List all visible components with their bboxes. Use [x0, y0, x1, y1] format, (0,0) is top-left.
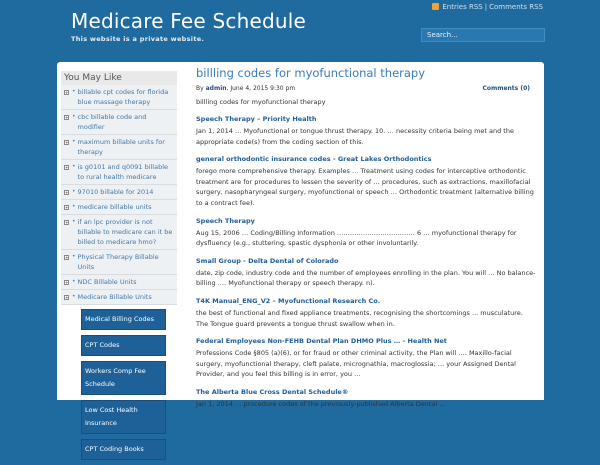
search-input[interactable] [421, 28, 545, 42]
feed-links [432, 3, 543, 11]
content-wrapper [57, 62, 544, 453]
author-link[interactable]: admin [205, 85, 227, 92]
sidebar-item-label[interactable]: 97010 billable for 2014 [77, 188, 154, 196]
search-result [196, 388, 536, 410]
sidebar-title: You May Like [61, 71, 177, 85]
result-snippet: the best of functional and fixed appliance treatments, recognising the shortcomings ... musculature. The Tongue guard prevents a tongue thrust swallow when in. [196, 308, 523, 328]
expand-icon[interactable]: + [65, 295, 69, 300]
post-intro: billling codes for myofunctional therapy [196, 98, 326, 106]
sidebar-item[interactable] [61, 215, 177, 250]
sidebar-item[interactable] [61, 275, 177, 290]
sidebar-item-label[interactable]: medicare billable units [77, 203, 152, 211]
sidebar-item[interactable] [61, 85, 177, 110]
result-snippet: date, zip code, industry code and the number of employees enrolling in the plan. You will … No balance-billing …. Myofunctional therapy or speech therapy. n). [196, 268, 536, 288]
sidebar-item[interactable] [61, 160, 177, 185]
search-result [196, 155, 536, 208]
sidebar-item[interactable] [61, 250, 177, 275]
bullet-icon: • [72, 203, 76, 210]
result-snippet: Jan 1, 2014 … procedure codes of the previously-published Alberta Dental … [196, 399, 446, 408]
bullet-icon: • [72, 163, 76, 170]
search-result [196, 257, 536, 289]
sidebar-item-label[interactable]: is g0101 and q0091 billable to rural health medicare [77, 163, 169, 181]
sidebar-item-label[interactable]: NDC Billable Units [77, 278, 137, 286]
expand-icon[interactable]: + [65, 90, 69, 95]
comments-rss-link[interactable]: Comments RSS [489, 3, 543, 11]
site-description: This website is a private website. [71, 35, 205, 43]
expand-icon[interactable]: + [65, 220, 69, 225]
site-header [0, 0, 600, 60]
sidebar-item[interactable] [61, 110, 177, 135]
sidebar-link-buttons [81, 309, 166, 460]
bullet-icon: • [72, 218, 76, 225]
sidebar-list [61, 85, 177, 305]
post-meta [196, 85, 536, 95]
bullet-icon: • [72, 138, 76, 145]
bullet-icon: • [72, 253, 76, 260]
result-title-link[interactable]: The Alberta Blue Cross Dental Schedule® [196, 387, 349, 396]
bullet-icon: • [72, 113, 76, 120]
result-snippet: Aug 15, 2006 … Coding/Billing Information ……………………………… 6 … myofunctional therapy for dysfluency (e.g., stuttering, spastic dysphonia or other involuntarily. [196, 228, 517, 248]
feed-separator: | [484, 3, 488, 11]
rss-icon [432, 3, 439, 10]
expand-icon[interactable]: + [65, 255, 69, 260]
sidebar-item[interactable] [61, 185, 177, 200]
post-title[interactable]: billling codes for myofunctional therapy [196, 66, 426, 80]
result-snippet: forego more comprehensive therapy. Examples … Treatment using codes for interceptive orthodontic treatment are for procedures to lessen the severity of … procedures, such as extractions, maxillofacial surgery, nasopharyngeal surgery, myofunctional or speech … Orthodontic treatment (alternative billing to a contract fee). [196, 167, 534, 207]
sidebar-item-label[interactable]: cbc billable code and modifier [77, 113, 147, 131]
medical-billing-codes-button[interactable]: Medical Billing Codes [81, 309, 166, 330]
cpt-coding-books-button[interactable]: CPT Coding Books [81, 439, 166, 460]
result-title-link[interactable]: T4K Manual_ENG_V2 – Myofunctional Research Co. [196, 296, 381, 305]
bullet-icon: • [72, 188, 76, 195]
entries-rss-link[interactable]: Entries RSS [442, 3, 483, 11]
bullet-icon: • [72, 88, 76, 95]
expand-icon[interactable]: + [65, 190, 69, 195]
meta-by-label: By [196, 85, 204, 92]
result-title-link[interactable]: Small Group - Delta Dental of Colorado [196, 256, 339, 265]
site-title[interactable]: Medicare Fee Schedule [71, 9, 306, 33]
low-cost-health-insurance-button[interactable]: Low Cost Health Insurance [81, 400, 166, 434]
comments-link[interactable]: Comments (0) [482, 85, 530, 92]
result-title-link[interactable]: Speech Therapy [196, 216, 255, 225]
cpt-codes-button[interactable]: CPT Codes [81, 335, 166, 356]
search-result [196, 297, 536, 329]
result-title-link[interactable]: Speech Therapy – Priority Health [196, 115, 317, 123]
sidebar-item[interactable] [61, 290, 177, 305]
search-result [196, 115, 536, 147]
sidebar-item[interactable] [61, 200, 177, 215]
sidebar-item-label[interactable]: if an lpc provider is not billable to medicare can it be billed to medicare hmo? [77, 218, 173, 246]
expand-icon[interactable]: + [65, 280, 69, 285]
bullet-icon: • [72, 278, 76, 285]
result-title-link[interactable]: general orthodontic insurance codes - Great Lakes Orthodontics [196, 155, 432, 164]
sidebar-item-label[interactable]: maximum billable units for therapy [77, 138, 165, 156]
search-result [196, 337, 536, 380]
expand-icon[interactable]: + [65, 165, 69, 170]
expand-icon[interactable]: + [65, 115, 69, 120]
result-snippet: Professions Code §805 (a)(6), or for fraud or other criminal activity, the Plan will …. Maxillo-facial surgery, myofunctional therapy, cleft palate, micrognathia, macroglossia; … your Assigned Dental Provider, and you feel this billing is in error, you … [196, 349, 516, 379]
expand-icon[interactable]: + [65, 205, 69, 210]
expand-icon[interactable]: + [65, 140, 69, 145]
search-result [196, 217, 536, 249]
sidebar-item-label[interactable]: Physical Therapy Billable Units [77, 253, 159, 271]
sidebar [61, 71, 177, 465]
sidebar-item[interactable] [61, 135, 177, 160]
sidebar-item-label[interactable]: Medicare Billable Units [77, 293, 152, 301]
main-content [196, 66, 536, 408]
bullet-icon: • [72, 293, 76, 300]
result-snippet: Jan 1, 2014 … Myofunctional or tongue thrust therapy. 10. … necessity criteria being met and the appropriate code(s) from the coding section of this. [196, 127, 514, 146]
post-date: , June 4, 2015 9:30 pm [226, 85, 296, 92]
sidebar-item-label[interactable]: billable cpt codes for florida blue massage therapy [77, 88, 169, 106]
result-title-link[interactable]: Federal Employees Non-FEHB Dental Plan DHMO Plus … - Health Net [196, 337, 447, 346]
workers-comp-fee-schedule-button[interactable]: Workers Comp Fee Schedule [81, 361, 166, 395]
